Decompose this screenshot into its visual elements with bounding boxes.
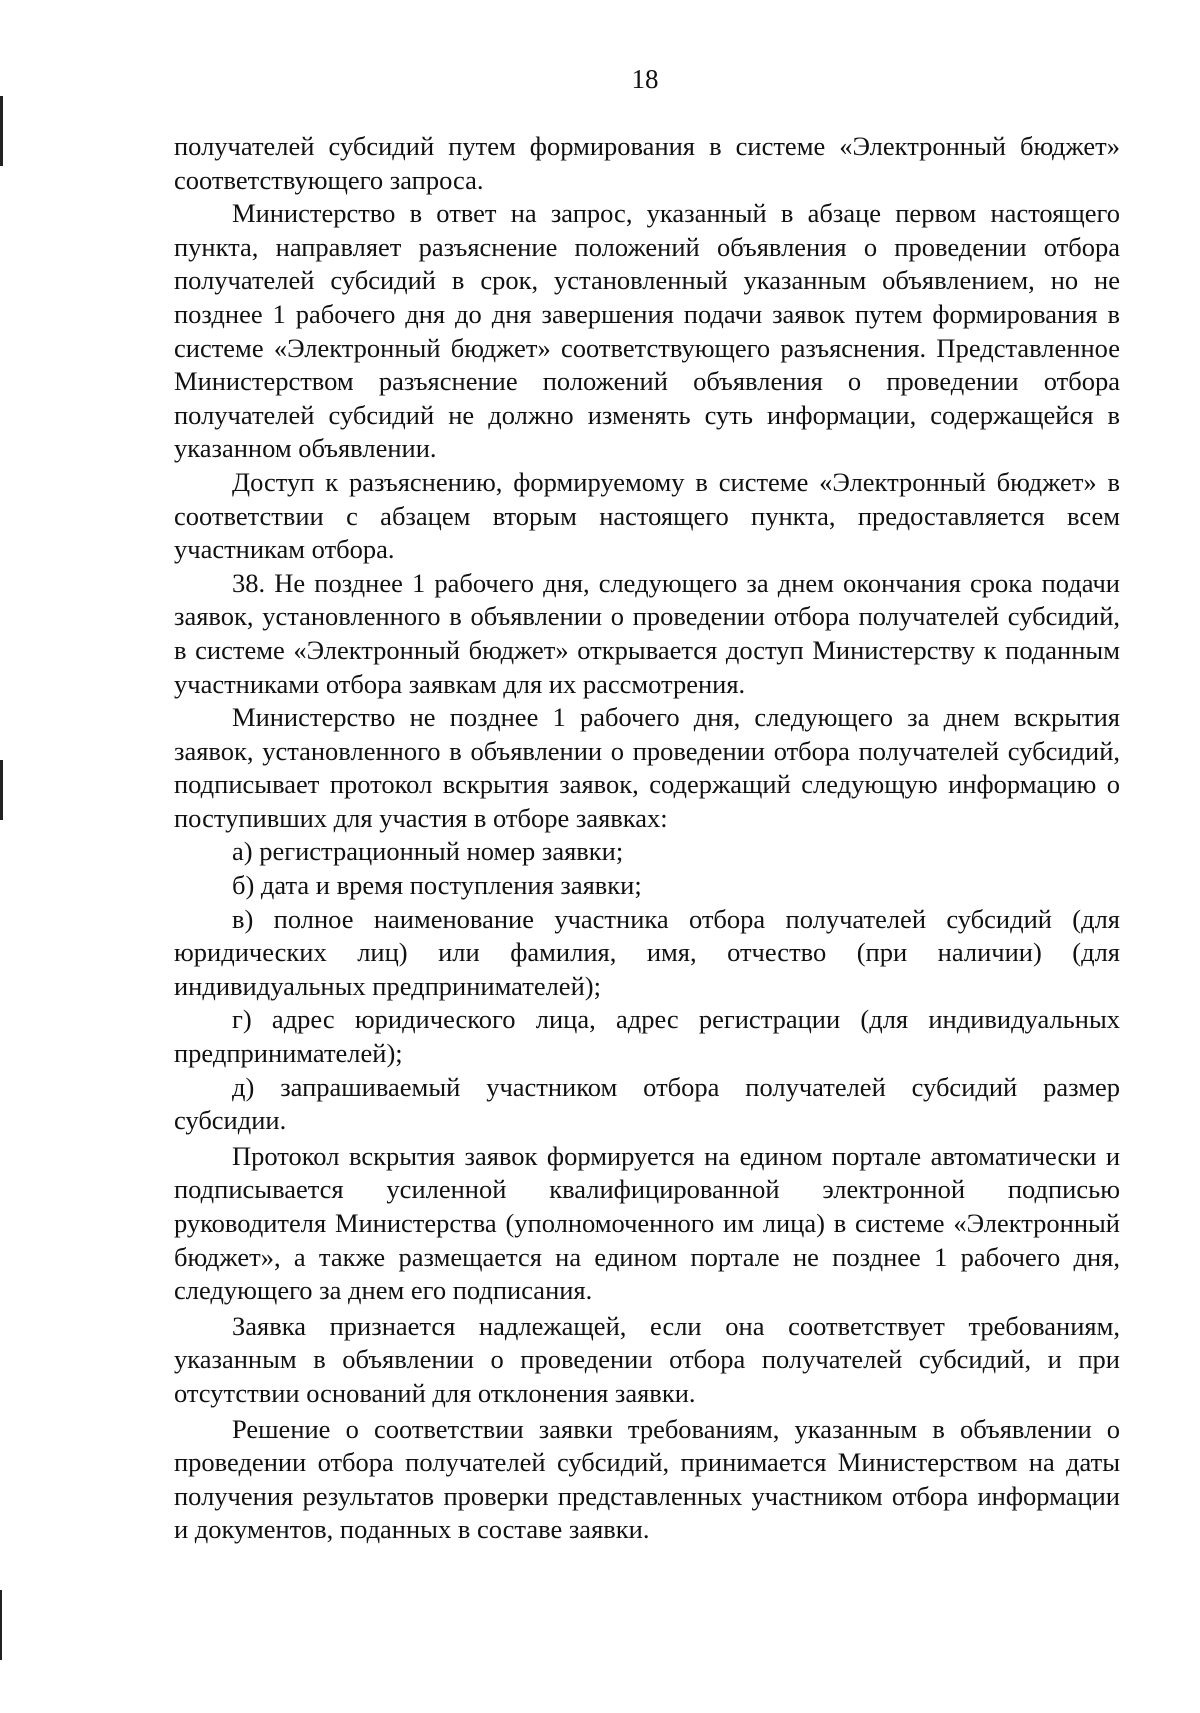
scan-edge-mark-top bbox=[0, 96, 3, 166]
paragraph-decision: Решение о соответствии заявки требованиям, указанным в объявлении о проведении отбора получателей субсидий, принимается Министерством на даты получения результатов проверки представленных участником отбора информации и документов, поданных в составе заявки. bbox=[174, 1413, 1120, 1545]
list-item-b: б) дата и время поступления заявки; bbox=[232, 870, 642, 901]
list-item-v: в) полное наименование участника отбора получателей субсидий (для юридических лиц) или фамилия, имя, отчество (при наличии) (для индивидуальных предпринимателей); bbox=[174, 903, 1120, 1001]
paragraph-protocol-info: Министерство не позднее 1 рабочего дня, следующего за днем вскрытия заявок, установленного в объявлении о проведении отбора получателей субсидий, подписывает протокол вскрытия заявок, содержащий следующую информацию о поступивших для участия в отборе заявках: bbox=[174, 702, 1120, 833]
scan-edge-mark-middle bbox=[0, 760, 3, 820]
scan-edge-mark-bottom bbox=[0, 1590, 2, 1660]
paragraph-protocol-formation: Протокол вскрытия заявок формируется на едином портале автоматически и подписывается усиленной квалифицированной электронной подписью руководителя Министерства (уполномоченного им лица) в системе «Электронный бюджет», а также размещается на едином портале не позднее 1 рабочего дня, следующего за днем его подписания. bbox=[174, 1140, 1120, 1306]
paragraph-38: 38. Не позднее 1 рабочего дня, следующего за днем окончания срока подачи заявок, установленного в объявлении о проведении отбора получателей субсидий, в системе «Электронный бюджет» открывается доступ Министерству к поданным участниками отбора заявкам для их рассмотрения. bbox=[174, 567, 1120, 699]
document-body bbox=[174, 130, 1120, 1547]
paragraph-application-proper: Заявка признается надлежащей, если она соответствует требованиям, указанным в объявлении о проведении отбора получателей субсидий, и при отсутствии оснований для отклонения заявки. bbox=[174, 1310, 1120, 1408]
list-item-d: д) запрашиваемый участником отбора получателей субсидий размер субсидии. bbox=[174, 1071, 1120, 1136]
list-item-a: а) регистрационный номер заявки; bbox=[232, 836, 624, 867]
paragraph-access: Доступ к разъяснению, формируемому в системе «Электронный бюджет» в соответствии с абзацем вторым настоящего пункта, предоставляется всем участникам отбора. bbox=[174, 466, 1120, 565]
paragraph-continuation: получателей субсидий путем формирования в системе «Электронный бюджет» соответствующего запроса. bbox=[174, 131, 1120, 195]
paragraph-clarification: Министерство в ответ на запрос, указанный в абзаце первом настоящего пункта, направляет разъяснение положений объявления о проведении отбора получателей субсидий в срок, установленный указанным объявлением, но не позднее 1 рабочего дня до дня завершения подачи заявок путем формирования в системе «Электронный бюджет» соответствующего разъяснения. Представленное Министерством разъяснение положений объявления о проведении отбора получателей субсидий не должно изменять суть информации, содержащейся в указанном объявлении. bbox=[174, 198, 1120, 464]
list-item-g: г) адрес юридического лица, адрес регистрации (для индивидуальных предпринимателей); bbox=[174, 1004, 1120, 1069]
page-number: 18 bbox=[631, 64, 659, 94]
